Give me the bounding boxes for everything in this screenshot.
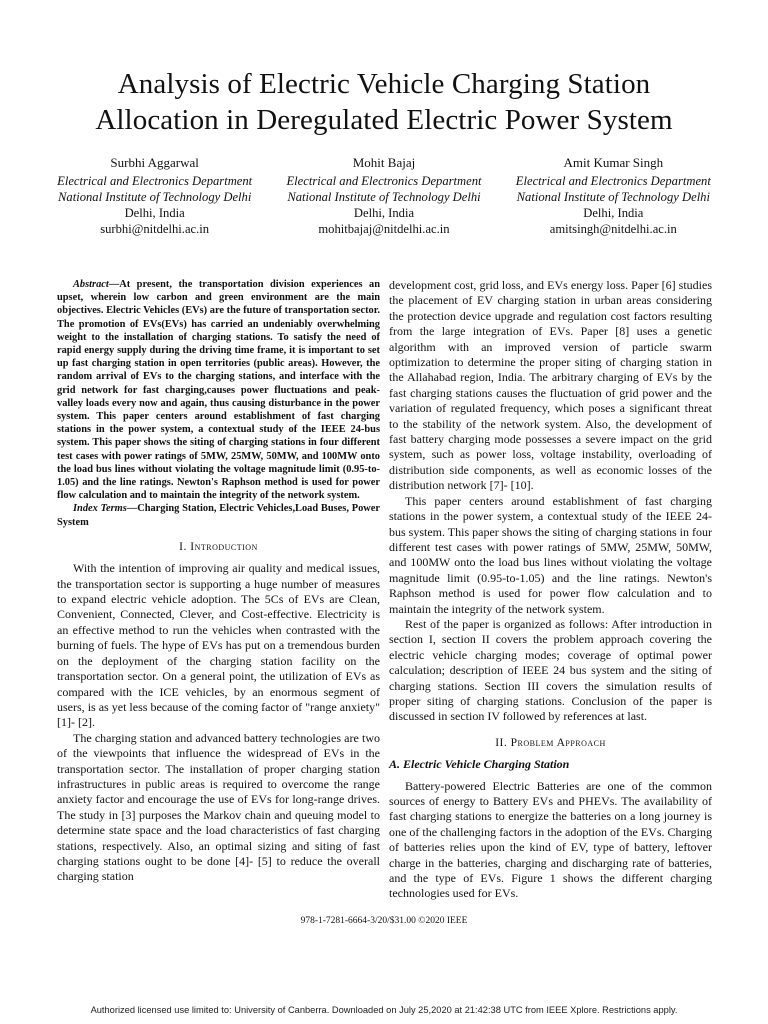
- section-heading-problem-approach: II. Problem Approach: [495, 736, 606, 749]
- index-terms-text: —Charging Station, Electric Vehicles,Load Buses, Power System: [57, 503, 380, 528]
- author-name: Mohit Bajaj: [352, 155, 416, 170]
- author-inst: National Institute of Technology Delhi: [516, 190, 710, 204]
- section-heading-introduction: I. Introduction: [179, 540, 258, 553]
- subsection-heading-ev-charging: A. Electric Vehicle Charging Station: [389, 757, 570, 772]
- copyright-line: 978-1-7281-6664-3/20/$31.00 ©2020 IEEE: [300, 916, 468, 926]
- license-notice: Authorized licensed use limited to: University of Canberra. Downloaded on July 25,2020 at 21:42:38 UTC from IEEE Xplore. Restrictions apply.: [90, 1005, 678, 1015]
- author-email: surbhi@nitdelhi.ac.in: [100, 222, 210, 236]
- author-block: [40, 155, 728, 237]
- author-email: amitsingh@nitdelhi.ac.in: [549, 222, 677, 236]
- right-paragraph-1: development cost, grid loss, and EVs energy loss. Paper [6] studies the placement of EV charging station in urban areas considering the protection device upgrade and regulation cost factors resulting from the large integration of EVs. Paper [8] uses a genetic algorithm with an improved version of particle swarm optimization to determine the proper siting of charging station in the Allahabad region, India. The arbitrary charging of EVs by the fast charging stations causes the fluctuation of grid power and the variation of regulated frequency, which poses a significant threat to the stability of the network system. Also, the development of fast battery charging mode possesses a severe impact on the grid system, such as power loss, voltage instability, overloading of distribution side components, as well as economic losses of the distribution network [7]- [10].: [389, 278, 712, 493]
- intro-paragraph-1: With the intention of improving air quality and medical issues, the transportation sector is supporting a huge number of measures to expand electric vehicle adoption. The 5Cs of EVs are Clean, Convenient, Connected, Clever, and Cost-effective. Electricity is an effective method to run the vehicles when contrasted with the burning of fuels. The hype of EVs has put on a tremendous burden on the deployment of the charging station facility on the transportation sector. On a general point, the utilization of EVs as compared with the ICE vehicles, by an enormous segment of users, is as yet less because of the coming factor of "range anxiety" [1]- [2].: [57, 561, 380, 730]
- author-inst: National Institute of Technology Delhi: [287, 190, 481, 204]
- index-terms: [57, 502, 380, 528]
- author-location: Delhi, India: [583, 206, 644, 220]
- author-email: mohitbajaj@nitdelhi.ac.in: [318, 222, 450, 236]
- author-name: Amit Kumar Singh: [563, 155, 664, 170]
- title-line-1: Analysis of Electric Vehicle Charging Station: [117, 68, 651, 100]
- author-dept: Electrical and Electronics Department: [286, 174, 482, 188]
- author-1: [40, 155, 269, 237]
- subsection-paragraph-1: Battery-powered Electric Batteries are one of the common sources of energy to Battery EVs and PHEVs. The availability of fast charging stations to energize the batteries on a long journey is one of the challenging factors in the adoption of the EVs. Charging of batteries relies upon the kind of EV, type of battery, leftover charge in the batteries, charging and discharging rate of batteries, and the type of EVs. Figure 1 shows the different charging technologies used for EVs.: [389, 778, 712, 901]
- author-3: [499, 155, 728, 237]
- right-column: [389, 278, 712, 902]
- intro-paragraph-2: The charging station and advanced battery technologies are two of the viewpoints that influence the widespread of EVs in the transportation sector. The installation of proper charging station infrastructures in public areas is required to overcome the range anxiety factor and encourage the use of EVs for long-range drives. The study in [3] purposes the Markov chain and queuing model to determine state space and the load characteristics of fast charging stations, respectively. Also, an optimal sizing and siting of fast charging stations ought to be done [4]- [5] to reduce the overall charging station: [57, 730, 380, 884]
- author-dept: Electrical and Electronics Department: [57, 174, 253, 188]
- author-2: [269, 155, 498, 237]
- right-paragraph-2: This paper centers around establishment of fast charging stations in the power system, a contextual study of the IEEE 24-bus system. This paper shows the siting of charging stations in four different test cases with power ratings of 5MW, 25MW, 50MW, and 100MW onto the load bus lines without violating the voltage magnitude limit (0.95-to-1.05) and the line ratings. Newton's Raphson method is used for power flow calculation and to maintain the integrity of the network system.: [389, 493, 712, 616]
- author-dept: Electrical and Electronics Department: [515, 174, 711, 188]
- right-paragraph-3: Rest of the paper is organized as follows: After introduction in section I, section II covers the problem approach covering the electric vehicle charging modes; coverage of optimal power calculation; description of IEEE 24 bus system and the siting of charging stations. Section III covers the simulation results of proper siting of charging stations. Conclusion of the paper is discussed in section IV followed by references at last.: [389, 616, 712, 724]
- paper-title: [0, 66, 768, 138]
- author-name: Surbhi Aggarwal: [110, 155, 199, 170]
- author-inst: National Institute of Technology Delhi: [58, 190, 252, 204]
- author-location: Delhi, India: [124, 206, 185, 220]
- left-column: [57, 278, 380, 885]
- abstract: [57, 278, 380, 502]
- author-location: Delhi, India: [353, 206, 415, 220]
- abstract-label: Abstract: [73, 279, 109, 290]
- title-line-2: Allocation in Deregulated Electric Power System: [95, 104, 673, 136]
- index-terms-label: Index Terms: [73, 503, 127, 515]
- abstract-text: —At present, the transportation division experiences an upset, wherein low carbon and green environment are the main objectives. Electric Vehicles (EVs) are the future of transportation sector. The promotion of EVs(EVs) has carried an undeniably overwhelming weight to the installation of charging stations. To satisfy the need of rapid energy supply during the driving time frame, it is important to set up fast charging station in open territories (public areas). However, the random arrival of EVs to the charging stations, and interface with the grid network for fast charging,causes power fluctuations and peak-valley loads every now and again, thus causing disturbance in the power system. This paper centers around establishment of fast charging stations in the power system, a contextual study of the IEEE 24-bus system. This paper shows the siting of charging stations in four different test cases with power ratings of 5MW, 25MW, 50MW, and 100MW onto the load bus lines without violating the voltage magnitude limit (0.95-to-1.05) and the line ratings. Newton's Raphson method is used for power flow calculation and to maintain the integrity of the network system.: [57, 279, 380, 502]
